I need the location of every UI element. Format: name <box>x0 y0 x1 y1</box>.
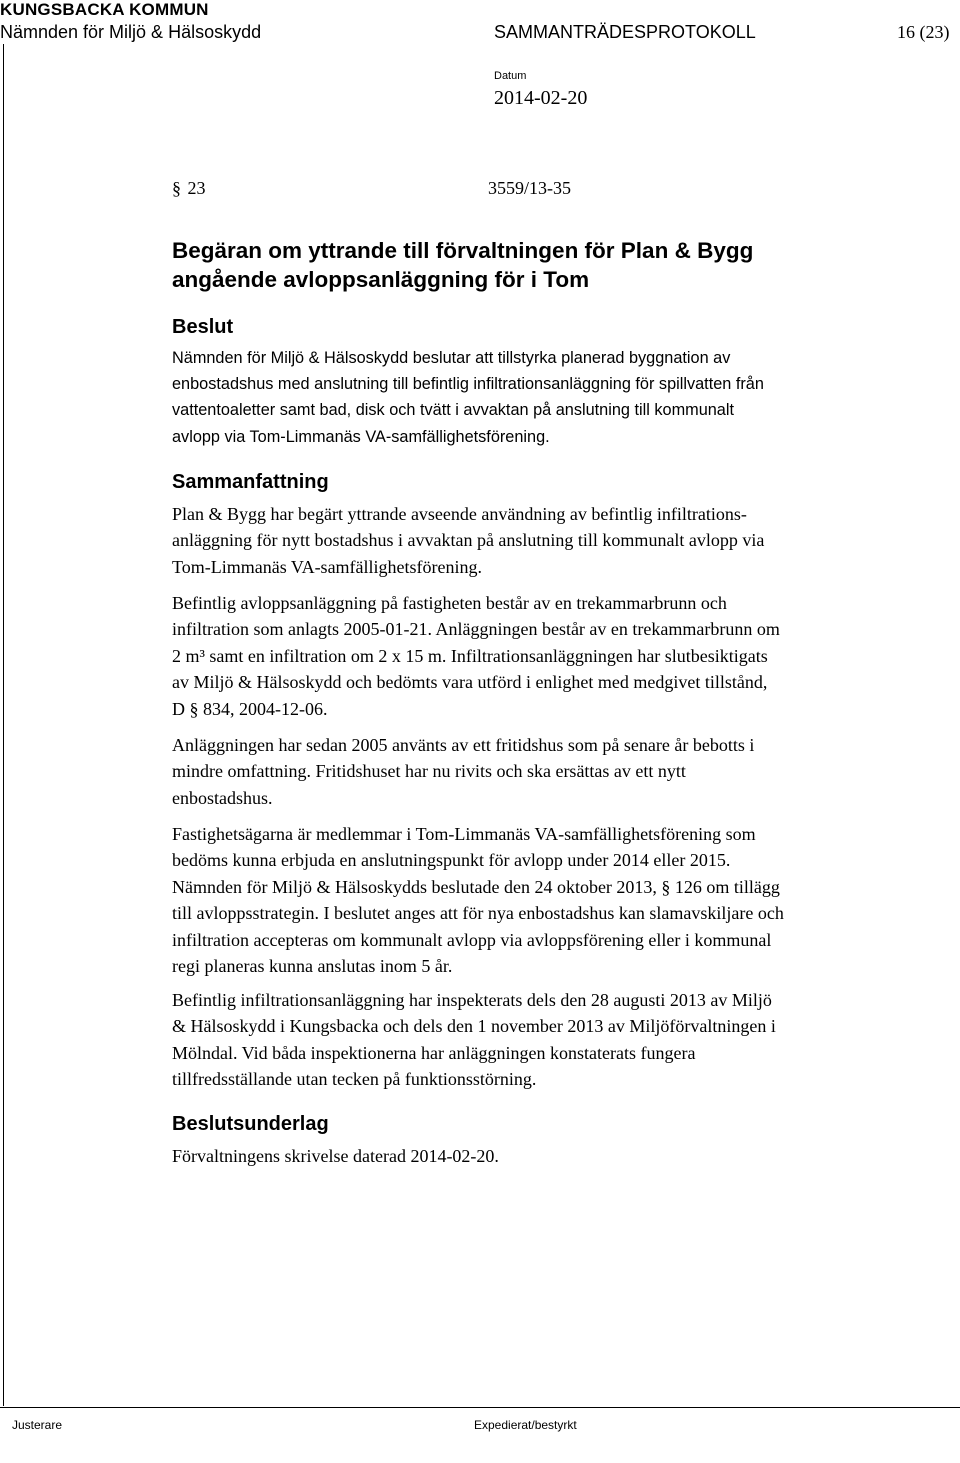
text-line: Befintlig infiltrationsanläggning har inspekterats dels den 28 augusti 2013 av Miljö <box>172 990 772 1010</box>
footer-adjuster-label: Justerare <box>12 1418 63 1432</box>
text-line: tillfredsställande utan tecken på funktionsstörning. <box>172 1069 537 1090</box>
text-line: vattentoaletter samt bad, disk och tvätt i avvaktan på anslutning till kommunalt <box>172 401 734 420</box>
text-line: Fastighetsägarna är medlemmar i Tom-Limmanäs VA-samfällighetsförening som <box>172 824 756 844</box>
date-value: 2014-02-20 <box>494 87 588 109</box>
text-line: Nämnden för Miljö & Hälsoskydds beslutade den 24 oktober 2013, § 126 om tillägg <box>172 876 780 897</box>
page-number: 16 (23) <box>897 22 950 42</box>
text-line: mindre omfattning. Fritidshuset har nu rivits och ska ersättas av ett nytt <box>172 761 686 782</box>
text-line: D § 834, 2004-12-06. <box>172 698 328 719</box>
summary-paragraph-3 <box>172 732 937 811</box>
text-line: Plan & Bygg har begärt yttrande avseende användning av befintlig infiltrations- <box>172 504 747 524</box>
decision-heading: Beslut <box>172 316 234 338</box>
summary-heading: Sammanfattning <box>172 471 329 493</box>
footer-rule <box>0 1407 960 1408</box>
text-line: infiltration som anlagts 2005-01-21. Anläggningen består av en trekammarbrunn om <box>172 619 780 640</box>
title-line: Begäran om yttrande till förvaltningen för Plan & Bygg <box>172 238 754 263</box>
summary-paragraph-1 <box>172 501 937 580</box>
text-line: & Hälsoskydd i Kungsbacka och dels den 1 november 2013 av Miljöförvaltningen i <box>172 1016 776 1037</box>
text-line: bedöms kunna erbjuda en anslutningspunkt för avlopp under 2014 eller 2015. <box>172 850 731 871</box>
decision-text <box>172 345 912 450</box>
summary-paragraph-5 <box>172 987 937 1093</box>
text-line: 2 m³ samt en infiltration om 2 x 15 m. Infiltrationsanläggningen har slutbesiktigats <box>172 645 768 666</box>
text-line: infiltration accepteras om kommunalt avlopp via avloppsförening eller i kommunal <box>172 929 772 950</box>
page-title <box>172 236 932 294</box>
basis-heading: Beslutsunderlag <box>172 1113 329 1135</box>
left-margin-rule <box>3 44 4 1406</box>
date-label: Datum <box>494 70 527 82</box>
text-line: till avloppsstrategin. I beslutet anges att för nya enbostadshus kan slamavskiljare och <box>172 903 784 924</box>
paragraph-number <box>172 176 206 200</box>
paragraph-number-value: 23 <box>187 178 206 198</box>
text-line: enbostadshus med anslutning till befintlig infiltrationsanläggning för spillvatten från <box>172 375 764 394</box>
summary-paragraph-4 <box>172 821 937 979</box>
text-line: enbostadshus. <box>172 787 273 808</box>
text-line: Befintlig avloppsanläggning på fastigheten består av en trekammarbrunn och <box>172 593 727 613</box>
text-line: av Miljö & Hälsoskydd och bedömts vara utförd i enlighet med medgivet tillstånd, <box>172 672 768 693</box>
document-type: SAMMANTRÄDESPROTOKOLL <box>494 22 756 42</box>
committee-name: Nämnden för Miljö & Hälsoskydd <box>0 22 262 42</box>
text-line: anläggning för nytt bostadshus i avvaktan på anslutning till kommunalt avlopp via <box>172 530 765 551</box>
text-line: Anläggningen har sedan 2005 använts av ett fritidshus som på senare år bebotts i <box>172 735 755 755</box>
text-line: Tom-Limmanäs VA-samfällighetsförening. <box>172 556 483 577</box>
text-line: regi planeras kunna anslutas inom 5 år. <box>172 956 453 977</box>
organization-name: KUNGSBACKA KOMMUN <box>0 0 209 19</box>
footer-dispatched-label: Expedierat/bestyrkt <box>474 1418 577 1432</box>
text-line: Mölndal. Vid båda inspektionerna har anläggningen konstaterats fungera <box>172 1042 696 1063</box>
summary-paragraph-2 <box>172 590 937 722</box>
text-line: Nämnden för Miljö & Hälsoskydd beslutar att tillstyrka planerad byggnation av <box>172 349 731 367</box>
title-line: angående avloppsanläggning för i Tom <box>172 267 590 292</box>
case-number: 3559/13-35 <box>488 178 571 198</box>
text-line: avlopp via Tom-Limmanäs VA-samfällighetsförening. <box>172 427 550 446</box>
basis-text: Förvaltningens skrivelse daterad 2014-02-20. <box>172 1146 499 1166</box>
section-symbol: § <box>172 178 181 198</box>
